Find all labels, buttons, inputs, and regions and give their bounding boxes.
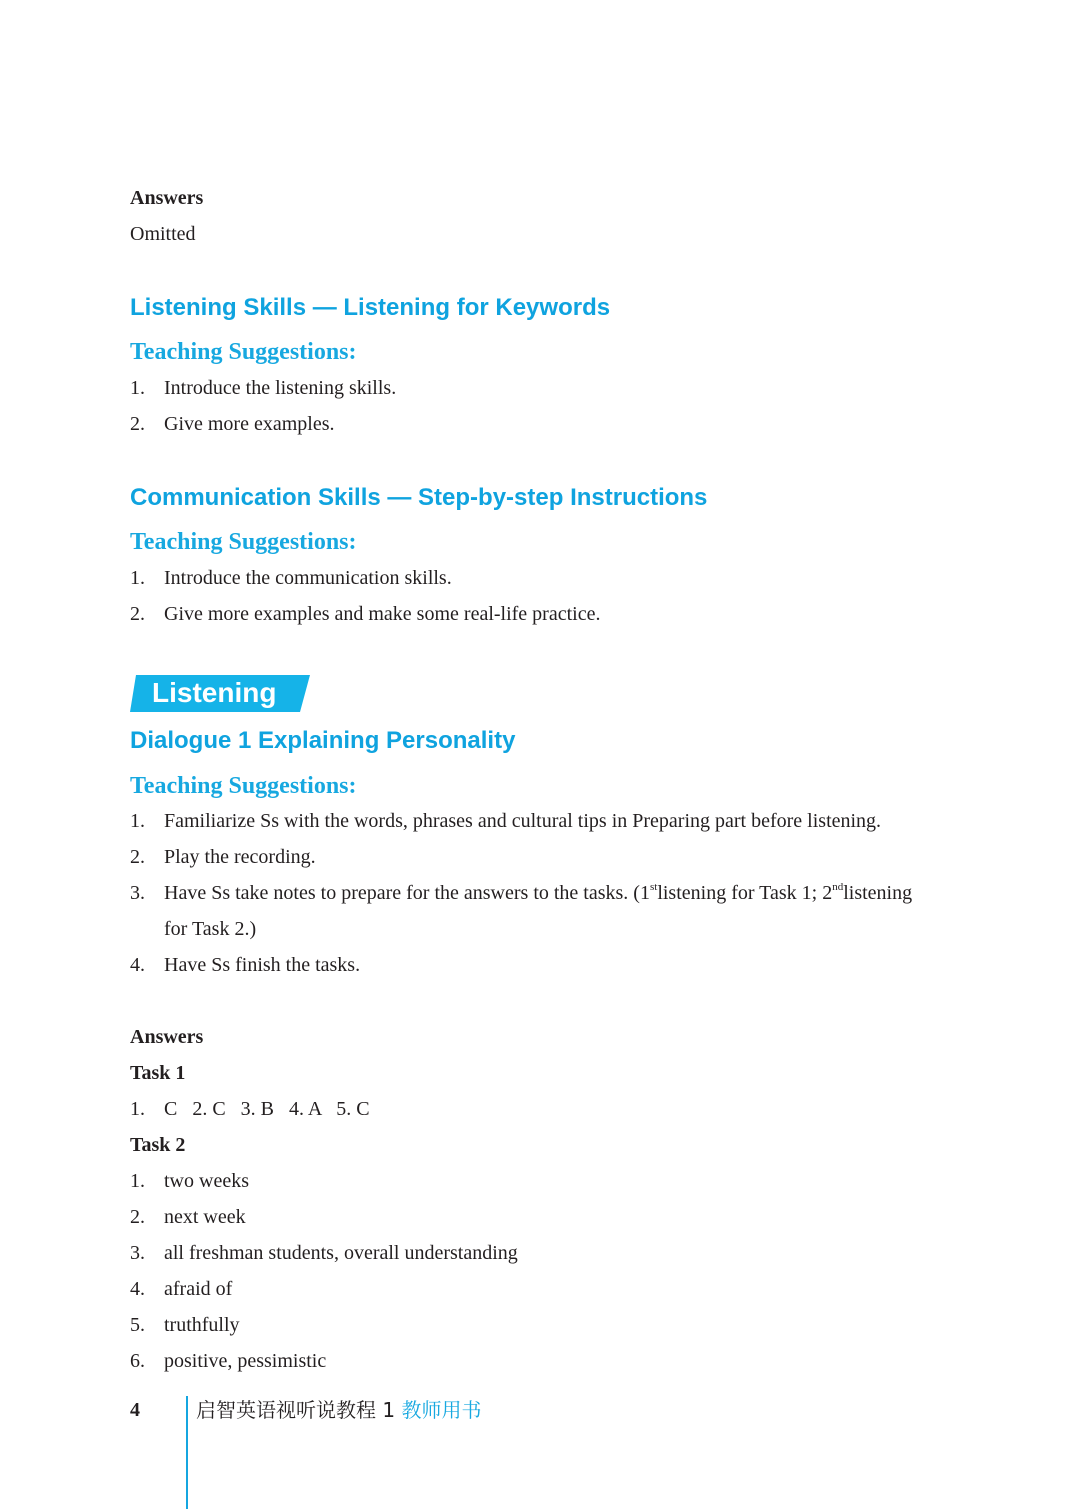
book-title-highlight: 教师用书 (401, 1398, 482, 1422)
list-number: 2. (130, 1206, 145, 1228)
answers-text: Omitted (130, 223, 196, 245)
footer-divider (186, 1396, 188, 1509)
list-item: Play the recording. (164, 846, 316, 868)
list-number: 1. (130, 1170, 145, 1192)
list-item: next week (164, 1206, 246, 1228)
list-item (164, 881, 912, 905)
teaching-suggestions-label: Teaching Suggestions: (130, 339, 357, 365)
list-number: 6. (130, 1350, 145, 1372)
list-number: 1. (130, 567, 145, 589)
item-text: listening (843, 882, 913, 904)
list-item: Familiarize Ss with the words, phrases and cultural tips in Preparing part before listening. (164, 810, 882, 832)
teaching-suggestions-label: Teaching Suggestions: (130, 773, 357, 799)
list-item: Introduce the listening skills. (164, 377, 397, 399)
task1-label: Task 1 (130, 1062, 186, 1084)
list-number: 1. (130, 377, 145, 399)
answers-heading: Answers (130, 1026, 204, 1048)
book-title-main: 启智英语视听说教程 1 (196, 1398, 402, 1422)
list-number: 4. (130, 1278, 145, 1300)
item-text: Have Ss take notes to prepare for the answers to the tasks. (1 (164, 882, 650, 904)
superscript: st (649, 881, 658, 893)
list-item: afraid of (164, 1278, 233, 1300)
listening-skills-title: Listening Skills — Listening for Keywords (130, 294, 611, 321)
list-number: 4. (130, 954, 145, 976)
list-number: 1. (130, 810, 145, 832)
page-number: 4 (130, 1399, 140, 1421)
list-number: 2. (130, 846, 145, 868)
list-number: 1. (130, 1098, 145, 1120)
task2-label: Task 2 (130, 1134, 186, 1156)
task1-answer-line: C 2. C 3. B 4. A 5. C (164, 1098, 370, 1120)
item-text: listening for Task 1; 2 (657, 882, 833, 904)
communication-skills-title: Communication Skills — Step-by-step Instructions (130, 484, 708, 511)
list-number: 3. (130, 1242, 145, 1264)
teaching-suggestions-label: Teaching Suggestions: (130, 529, 357, 555)
list-number: 2. (130, 603, 145, 625)
list-item: Give more examples. (164, 413, 335, 435)
answers-heading: Answers (130, 187, 204, 209)
list-item: positive, pessimistic (164, 1350, 327, 1372)
list-item: all freshman students, overall understanding (164, 1242, 518, 1264)
superscript: nd (832, 881, 844, 893)
list-number: 3. (130, 882, 145, 904)
list-item: two weeks (164, 1170, 249, 1192)
list-item-continuation: for Task 2.) (164, 918, 257, 940)
list-item: Introduce the communication skills. (164, 567, 452, 589)
dialogue-title: Dialogue 1 Explaining Personality (130, 727, 516, 754)
book-title (196, 1398, 481, 1422)
section-banner-label: Listening (152, 677, 277, 708)
list-item: truthfully (164, 1314, 240, 1336)
list-item: Give more examples and make some real-life practice. (164, 603, 601, 625)
list-item: Have Ss finish the tasks. (164, 954, 361, 976)
list-number: 5. (130, 1314, 145, 1336)
list-number: 2. (130, 413, 145, 435)
